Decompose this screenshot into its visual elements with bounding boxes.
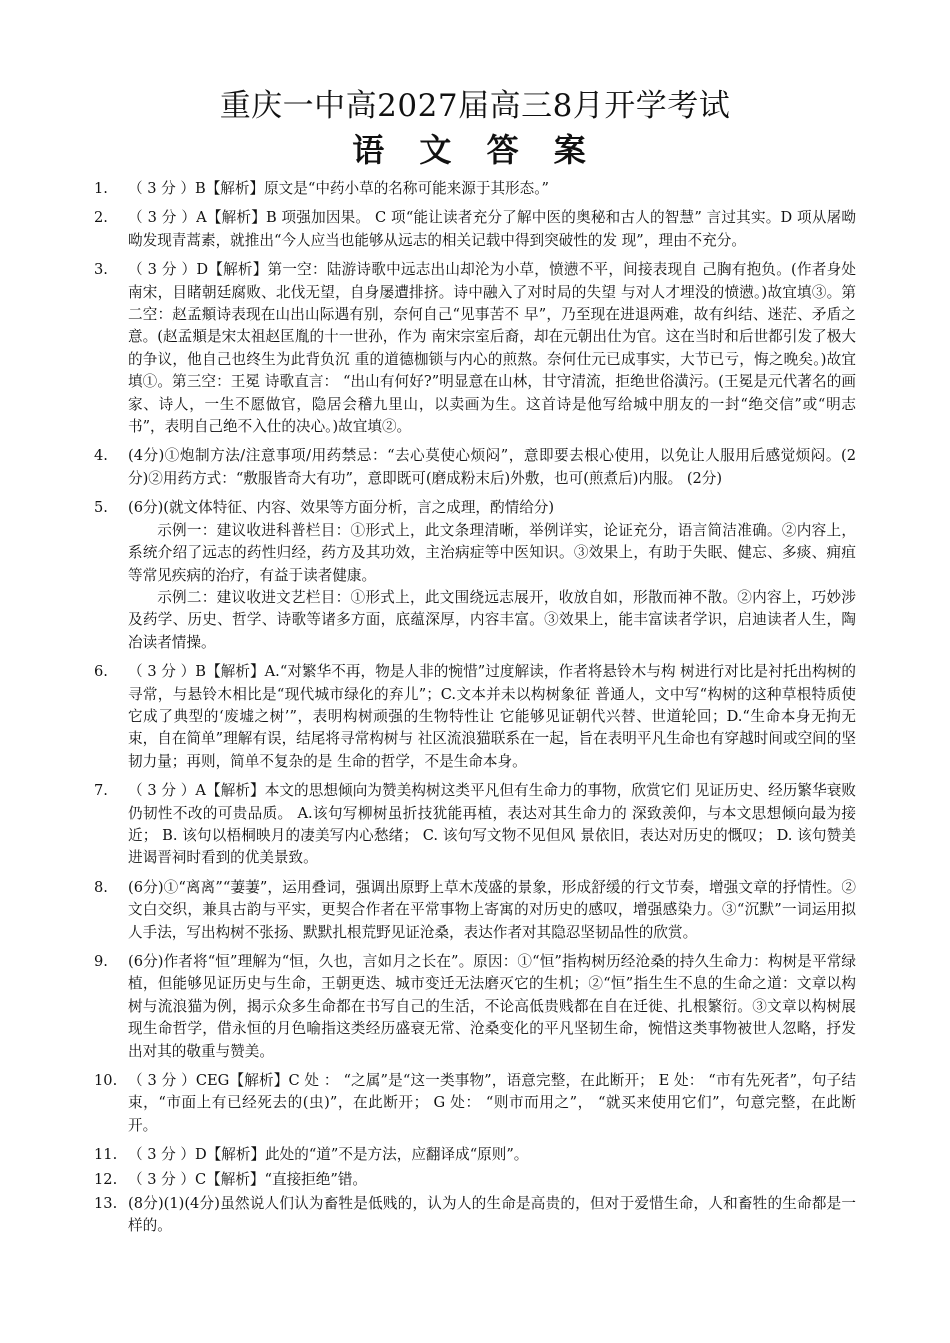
answer-text: （ 3 分 ）D【解析】第一空：陆游诗歌中远志出山却沦为小草，愤懑不平，间接表现自 己胸有抱负。(作者身处南宋，目睹朝廷腐败、北伐无望，自身屡遭排挤。诗中融入了对时局的失望 与对人才埋没的愤懑。)故宜填③。第二空：赵孟頫诗表现在山出山际遇有别，奈何自己“见事苦不 早”，乃至现在进退两难，故有纠结、迷茫、矛盾之意。(赵孟頫是宋太祖赵匡胤的十一世孙，作为 南宋宗室后裔，却在元朝出仕为官。这在当时和后世都引发了极大的争议，他自己也终生为此背负沉 重的道德枷锁与内心的煎熬。奈何仕元已成事实，大节已亏，悔之晚矣。)故宜填①。第三空：王冕 诗歌直言： “出山有何好?”明显意在山林，甘守清流，拒绝世俗潢污。(王冕是元代著名的画家、诗人，一生不愿做官，隐居会稽九里山，以卖画为生。这首诗是他写给城中朋友的一封“绝交信”或“明志书”，表明自己绝不入仕的决心。)故宜填②。 — [128, 261, 856, 436]
answer-item — [94, 178, 856, 200]
answer-item — [94, 1144, 856, 1166]
answer-number: 3. — [94, 261, 108, 279]
answer-list — [94, 178, 856, 1238]
answer-number: 4. — [94, 447, 108, 465]
answer-number: 1. — [94, 180, 108, 197]
answer-text: （ 3 分 ）C【解析】“直接拒绝”错。 — [128, 1170, 368, 1188]
answer-text: (6分)①“离离”“萋萋”，运用叠词，强调出原野上草木茂盛的景象，形成舒缓的行文节奏，增强文章的抒情性。②文白交织，兼具古韵与平实，更契合作者在平常事物上寄寓的对历史的感叹，增强感染力。③“沉默”一词运用拟人手法，写出构树不张扬、默默扎根荒野见证沧桑，表达作者对其隐忍坚韧品性的欣赏。 — [128, 878, 856, 941]
answer-item — [94, 951, 856, 1063]
answer-item — [94, 780, 856, 870]
answer-text: （ 3 分 ）B【解析】原文是“中药小草的名称可能来源于其形态。” — [128, 180, 549, 197]
page-title: 重庆一中高2027届高三8月开学考试 — [219, 88, 731, 124]
answer-text: （ 3 分 ）A【解析】B 项强加因果。 C 项“能让读者充分了解中医的奥秘和古人的智慧” 言过其实。D 项从屠呦呦发现青蒿素，就推出“今人应当也能够从远志的相关记载中得到突破性的发 现”，理由不充分。 — [128, 209, 856, 249]
answer-item — [94, 661, 856, 773]
answer-text: （ 3 分 ）CEG【解析】C 处 ： “之属”是“这一类事物”，语意完整，在此断开； E 处： “市有先死者”，句子结束，“市面上有已经死去的(虫)”，在此断开； G 处： “则市而用之”， “就买来使用它们”，句意完整，在此断开。 — [128, 1072, 856, 1134]
answer-number: 9. — [94, 953, 108, 970]
answer-item — [94, 1070, 856, 1137]
answer-example-two: 示例二：建议收进文艺栏目：①形式上，此文围绕远志展开，收放自如，形散而神不散。②内容上，巧妙涉及药学、历史、哲学、诗歌等诸多方面，底蕴深厚，内容丰富。③效果上，能丰富读者学识，启迪读者人生，陶冶读者情操。 — [128, 588, 856, 651]
answer-number: 10. — [94, 1072, 118, 1090]
answer-example-one: 示例一：建议收进科普栏目：①形式上，此文条理清晰，举例详实，论证充分，语言简洁准确。②内容上，系统介绍了远志的药性归经，药方及其功效，主治病症等中医知识。③效果上，有助于失眠、健忘、多痰、痈疽等常见疾病的治疗，有益于读者健康。 — [128, 521, 856, 584]
answer-item — [94, 1193, 856, 1238]
answer-number: 13. — [94, 1195, 118, 1213]
answer-number: 12. — [94, 1170, 118, 1188]
answer-text: (6分)(就文体特征、内容、效果等方面分析，言之成理，酌情给分) — [128, 499, 555, 517]
answer-number: 11. — [94, 1146, 118, 1164]
answer-text: (6分)作者将“恒”理解为“恒，久也，言如月之长在”。原因：①“恒”指构树历经沧桑的持久生命力：构树是平常绿植，但能够见证历史与生命，王朝更迭、城市变迁无法磨灭它的生机；②“恒”指生生不息的生命之道：文章以构树与流浪猫为例，揭示众多生命都在书写自己的生活，不论高低贵贱都在自在迁徙、扎根繁衍。③文章以构树展现生命哲学，借永恒的月色喻指这类经历盛衰无常、沧桑变化的平凡坚韧生命，惋惜这类事物被世人忽略，抒发出对其的敬重与赞美。 — [128, 953, 856, 1060]
answer-text: （ 3 分 ）D【解析】此处的“道”不是方法，应翻译成“原则”。 — [128, 1146, 529, 1164]
answer-item — [94, 259, 856, 438]
answer-item — [94, 877, 856, 944]
answer-text: (8分)(1)(4分)虽然说人们认为畜牲是低贱的，认为人的生命是高贵的，但对于爱惜生命，人和畜牲的生命都是一样的。 — [128, 1195, 856, 1235]
answer-item — [94, 1169, 856, 1191]
answer-number: 8. — [94, 878, 108, 896]
answer-number: 7. — [94, 782, 108, 800]
answer-item — [94, 207, 856, 252]
answer-number: 6. — [94, 663, 108, 681]
answer-item — [94, 445, 856, 490]
answer-text: （ 3 分 ）A【解析】本文的思想倾向为赞美构树这类平凡但有生命力的事物，欣赏它们 见证历史、经历繁华衰败仍韧性不改的可贵品质。 A.该句写柳树虽折技犹能再植，表达对其生命力的 深致羡仰，与本文思想倾向最为接近； B. 该句以梧桐映月的凄美写内心愁绪； C. 该句写文物不见但风 景依旧，表达对历史的慨叹； D. 该句赞美进谒晋祠时看到的优美景致。 — [128, 782, 856, 867]
answer-number: 5. — [94, 499, 108, 517]
answer-item — [94, 497, 856, 654]
answer-text: (4分)①炮制方法/注意事项/用药禁忌：“去心莫使心烦闷”，意即要去根心使用，以免让人服用后感觉烦闷。(2分)②用药方式：“敷服皆奇大有功”，意即既可(磨成粉末后)外敷，也可(煎煮后)内服。 (2分) — [128, 447, 856, 487]
answer-text: （ 3 分 ）B【解析】A.“对繁华不再，物是人非的惋惜”过度解读，作者将悬铃木与构 树进行对比是衬托出构树的寻常，与悬铃木相比是“现代城市绿化的弃儿”；C.文本并未以构树象征 普通人，文中写“构树的这种草根特质使它成了典型的‘废墟之树’”，表明构树顽强的生物特性让 它能够见证朝代兴替、世道轮回；D.“生命本身无拘无束，自在简单”理解有误，结尾将寻常构树与 社区流浪猫联系在一起，旨在表明平凡生命也有穿越时间或空间的坚韧力量；再则，简单不复杂的是 生命的哲学，不是生命本身。 — [128, 663, 856, 770]
page-subtitle: 语 文 答 案 — [352, 131, 598, 169]
answer-number: 2. — [94, 209, 108, 227]
